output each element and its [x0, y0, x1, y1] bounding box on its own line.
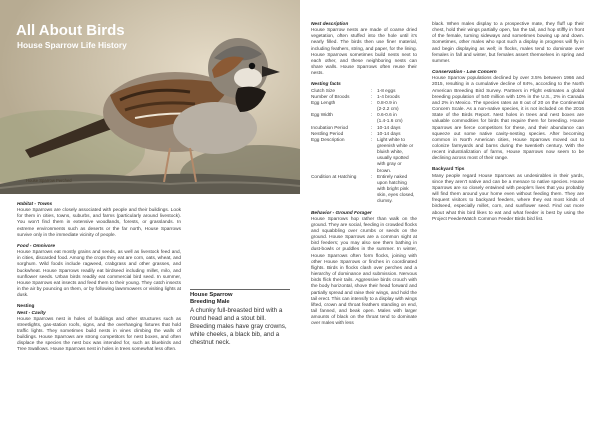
- column-2: [311, 22, 417, 333]
- fact-key: Egg Description: [311, 137, 345, 143]
- fact-value-line: bluish white,: [377, 150, 404, 156]
- nesting-facts-heading: Nesting facts: [311, 82, 341, 88]
- fact-value-line: (1.4-1.6 cm): [377, 119, 403, 125]
- nest-type-heading: Nest - Cavity: [17, 310, 46, 316]
- sidebar-rule: [190, 289, 290, 290]
- fact-key: Number of Broods: [311, 94, 350, 100]
- sidebar-text: A chunky full-breasted bird with a round head and a stout bill. Breeding males have gray crowns, white cheeks, a black bib, and a chestnut neck.: [190, 307, 287, 346]
- fact-value-line: with gray or: [377, 162, 402, 168]
- fact-colon: :: [371, 94, 373, 100]
- sidebar-heading-2: Breeding Male: [190, 299, 230, 305]
- fact-value-line: brown.: [377, 168, 392, 174]
- fact-row: [311, 138, 415, 175]
- fact-value-line: usually spotted: [377, 156, 409, 162]
- fact-key: Condition at Hatching: [311, 174, 357, 180]
- fact-key: Egg Width: [311, 113, 333, 119]
- fact-value-line: Entirely naked: [377, 174, 408, 180]
- fact-value-line: Light white to: [377, 137, 405, 143]
- behavior-text: House Sparrows hop rather than walk on the ground. They are social, feeding in crowded flocks and squabbling over crumbs or seeds on the ground. House Sparrows are a common sight at bird feeders; you may also see them bathing in dust-bowls or puddles in the summer. In winter, House Sparrows often form flocks, joining with other House Sparrows or finches in coordinated flights. Birds in flocks clash over perches and a hierarchy of dominance and submission. Nervous birds flick their tails. Aggressive birds crouch with the body horizontal, shove their head forward and partially spread and raise their wings, and hold the tail erect. This can intensify to a display with wings lifted, crown and throat feathers standing on end, tail fanned, and beak open. Males with larger amounts of black on the throat tend to dominate over males with less: [311, 216, 417, 327]
- fact-row: [311, 101, 415, 113]
- fact-colon: :: [371, 131, 373, 137]
- fact-value: [377, 175, 415, 206]
- nesting-heading: Nesting: [17, 304, 35, 310]
- fact-key: Nestling Period: [311, 131, 344, 137]
- fact-value-line: 10-14 days: [377, 131, 401, 137]
- page-subtitle: House Sparrow Life History: [17, 40, 127, 50]
- page-title: All About Birds: [16, 22, 125, 39]
- food-heading: Food - Omnivore: [17, 243, 55, 249]
- nest-description-heading: Nest description: [311, 22, 349, 27]
- photo-caption: House Sparrow Perched: [26, 178, 72, 183]
- fact-key: Clutch Size: [311, 88, 336, 94]
- fact-colon: :: [371, 137, 373, 143]
- behavior-continued-text: black. When males display to a prospective mate, they fluff up their chest, hold their wings partially open, fan the tail, and hop stiffly in front of the female, turning sideways and sometimes bowing up and down. Sometimes, other males who spot such a display in progress will fly in and begin displaying as well; in flocks, males tend to dominate over females in fall and winter, but females assert themselves in spring and summer.: [432, 22, 584, 64]
- sidebar-heading-1: House Sparrow: [190, 292, 233, 298]
- behavior-heading: Behavior - Ground Forager: [311, 210, 372, 216]
- fact-colon: :: [371, 100, 373, 106]
- column-3: [432, 22, 584, 228]
- fact-value-line: 1-4 broods: [377, 94, 400, 100]
- backyard-tips-heading: Backyard Tips: [432, 167, 465, 173]
- fact-value: [377, 138, 415, 175]
- fact-value-line: skin, eyes closed,: [377, 193, 415, 199]
- fact-value-line: (2-2.2 cm): [377, 107, 399, 113]
- food-text: House Sparrows eat mostly grains and seeds, as well as livestock feed and, in cities, discarded food. Among the crops they eat are corn, oats, wheat, and sorghum. Wild foods include ragweed, crabgrass and other grasses, and buckwheat. House Sparrows readily eat birdseed including millet, milo, and sunflower seeds. Urban birds readily eat commercial bird seed. In summer, House Sparrows eat insects and feed them to their young. They catch insects in the air by pouncing on them, or by following lawnmowers or visiting lights at dusk.: [17, 250, 181, 299]
- fact-value-line: upon hatching: [377, 180, 407, 186]
- nest-description-text: House Sparrow nests are made of coarse dried vegetation, often stuffed into the hole until it's nearly filled. The birds then use finer material, including feathers, string, and paper, for the lining. House Sparrows sometimes build nests next to each other, and these neighboring nests can share walls. House Sparrows often reuse their nests.: [311, 28, 417, 77]
- fact-colon: :: [371, 113, 373, 119]
- fact-colon: :: [371, 174, 373, 180]
- nesting-facts-table: [311, 89, 415, 206]
- column-1: [17, 202, 181, 359]
- fact-value-line: with bright pink: [377, 187, 409, 193]
- habitat-text: House Sparrows are closely associated with people and their buildings. Look for them in cities, towns, suburbs, and farms (particularly around livestock). You won't find them in extensive woodlands, forests, or grasslands. In extreme environments such as deserts or the far north, House Sparrows survive only in the immediate vicinity of people.: [17, 208, 181, 238]
- fact-value-line: 0.6-0.6 in: [377, 113, 397, 119]
- fact-colon: :: [371, 125, 373, 131]
- fact-value-line: greenish white or: [377, 143, 414, 149]
- backyard-tips-text: Many people regard House Sparrows as undesirables in their yards, since they aren't native and can be a menace to native species. House Sparrows are so closely entwined with people's lives that you probably will find them around your home even without feeding them. They are frequent visitors to backyard feeders, where they eat most kinds of birdseed, especially millet, corn, and sunflower seed. Find out more about what this bird likes to eat and what feeder is best by using the Project FeederWatch Common Feeder Birds bird list.: [432, 173, 584, 222]
- conservation-heading: Conservation - Low Concern: [432, 70, 497, 76]
- fact-colon: :: [371, 88, 373, 94]
- conservation-text: House Sparrow populations declined by over 3.5% between 1966 and 2015, resulting in a cumulative decline of 84%, according to the North American Breeding Bird Survey. Partners in Flight estimates a global breeding population of 540 million with 10% in the U.S., 2% in Canada and 2% in Mexico. The species rates an 8 out of 20 on the Continental Concern Scale. As a non-native species, it is not included on the 2016 State of the Birds Report. Nest holes in trees and nest boxes are valuable commodities for birds that require them for breeding. House Sparrows are fierce competitors for these, and their abundance can squeeze out some native cavity-nesting species. After becoming common in North American cities, House Sparrows moved out to colonize farmyards and barns during the twentieth century. With the recent industrialization of farms, House Sparrows now seem to be declining across most of their range.: [432, 76, 584, 162]
- fact-key: Egg Length: [311, 100, 336, 106]
- fact-key: Incubation Period: [311, 125, 348, 131]
- habitat-heading: Habitat - Towns: [17, 202, 53, 207]
- fact-value-line: clumsy.: [377, 199, 393, 205]
- fact-row: [311, 175, 415, 206]
- fact-value-line: 0.8-0.9 in: [377, 100, 397, 106]
- nesting-text: House Sparrows nest in holes of buildings and other structures such as streetlights, gas-station roofs, signs, and the overhanging fixtures that hold traffic lights. They sometimes build nests in vines climbing the walls of buildings. House Sparrows are strong competitors for nest boxes, and often displace the species the nest box was intended for, such as bluebirds and Tree Swallows. House Sparrows nest in holes in trees somewhat less often.: [17, 316, 181, 353]
- fact-value-line: 1-8 eggs: [377, 88, 396, 94]
- fact-value-line: 10-14 days: [377, 125, 401, 131]
- fact-value: [377, 101, 415, 113]
- sidebar-breeding-male: [190, 289, 290, 347]
- fact-row: [311, 113, 415, 125]
- fact-value: [377, 113, 415, 125]
